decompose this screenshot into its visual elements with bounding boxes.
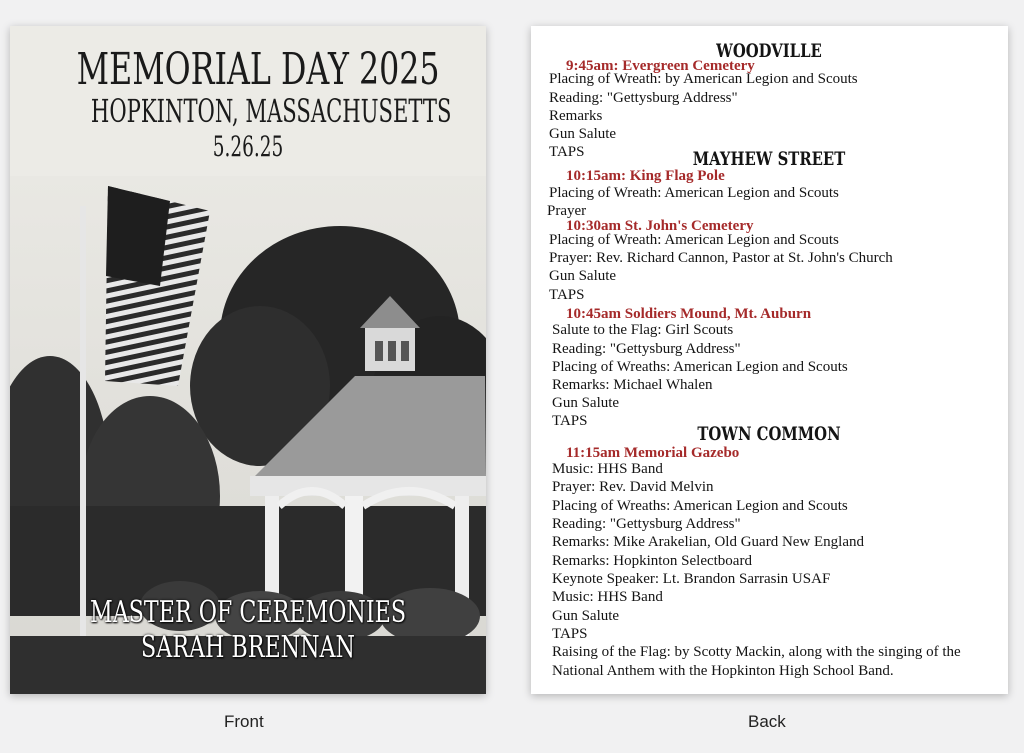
program-line: Remarks: Michael Whalen [552,377,713,393]
program-line: Gun Salute [552,395,620,411]
event-title: 10:30am St. John's Cemetery [566,218,754,234]
front-card [10,26,486,694]
program-line: TAPS [552,413,588,429]
program-line: Remarks: Mike Arakelian, Old Guard New England [552,534,865,550]
mc-label: MASTER OF CEREMONIES [89,595,407,630]
section-heading-woodville: WOODVILLE [716,40,822,62]
program-line: Placing of Wreath: American Legion and Scouts [549,232,839,248]
back-caption: Back [748,712,786,731]
program-line: Remarks: Hopkinton Selectboard [552,553,752,569]
program-line: Gun Salute [549,126,617,142]
program-line: Placing of Wreaths: American Legion and Scouts [552,498,848,514]
program-line: Raising of the Flag: by Scotty Mackin, along with the singing of the [552,644,961,660]
event-title: 10:45am Soldiers Mound, Mt. Auburn [566,306,812,322]
section-heading-town-common: TOWN COMMON [697,423,841,445]
program-line: TAPS [552,626,588,642]
program-line: TAPS [549,144,585,160]
front-caption: Front [224,712,264,731]
program-line: Prayer [547,203,587,219]
program-line: Gun Salute [549,268,617,284]
program-line: Music: HHS Band [552,589,663,605]
program-line: Prayer: Rev. Richard Cannon, Pastor at St. John's Church [549,250,893,266]
front-date: 5.26.25 [212,130,284,163]
event-title: 11:15am Memorial Gazebo [566,445,740,461]
program-line: TAPS [549,287,585,303]
program-line: Reading: "Gettysburg Address" [549,90,738,106]
program-line: Placing of Wreath: American Legion and Scouts [549,185,839,201]
program-line: Gun Salute [552,608,620,624]
mc-name: SARAH BRENNAN [141,630,355,665]
program-line: Salute to the Flag: Girl Scouts [552,322,734,338]
front-title: MEMORIAL DAY 2025 [76,44,440,95]
program-line: Placing of Wreaths: American Legion and Scouts [552,359,848,375]
event-title: 10:15am: King Flag Pole [566,168,725,184]
program-line: Remarks [549,108,603,124]
program-line: Keynote Speaker: Lt. Brandon Sarrasin USAF [552,571,831,587]
program-line: Reading: "Gettysburg Address" [552,516,741,532]
back-card [531,26,1008,694]
program-line: Music: HHS Band [552,461,663,477]
section-heading-mayhew-street: MAYHEW STREET [692,148,846,170]
program-line: Prayer: Rev. David Melvin [552,479,714,495]
front-location: HOPKINTON, MASSACHUSETTS [90,92,452,130]
program-line: National Anthem with the Hopkinton High School Band. [552,663,894,679]
program-line: Placing of Wreath: by American Legion and Scouts [549,71,858,87]
event-title: 9:45am: Evergreen Cemetery [566,58,755,74]
program-line: Reading: "Gettysburg Address" [552,341,741,357]
